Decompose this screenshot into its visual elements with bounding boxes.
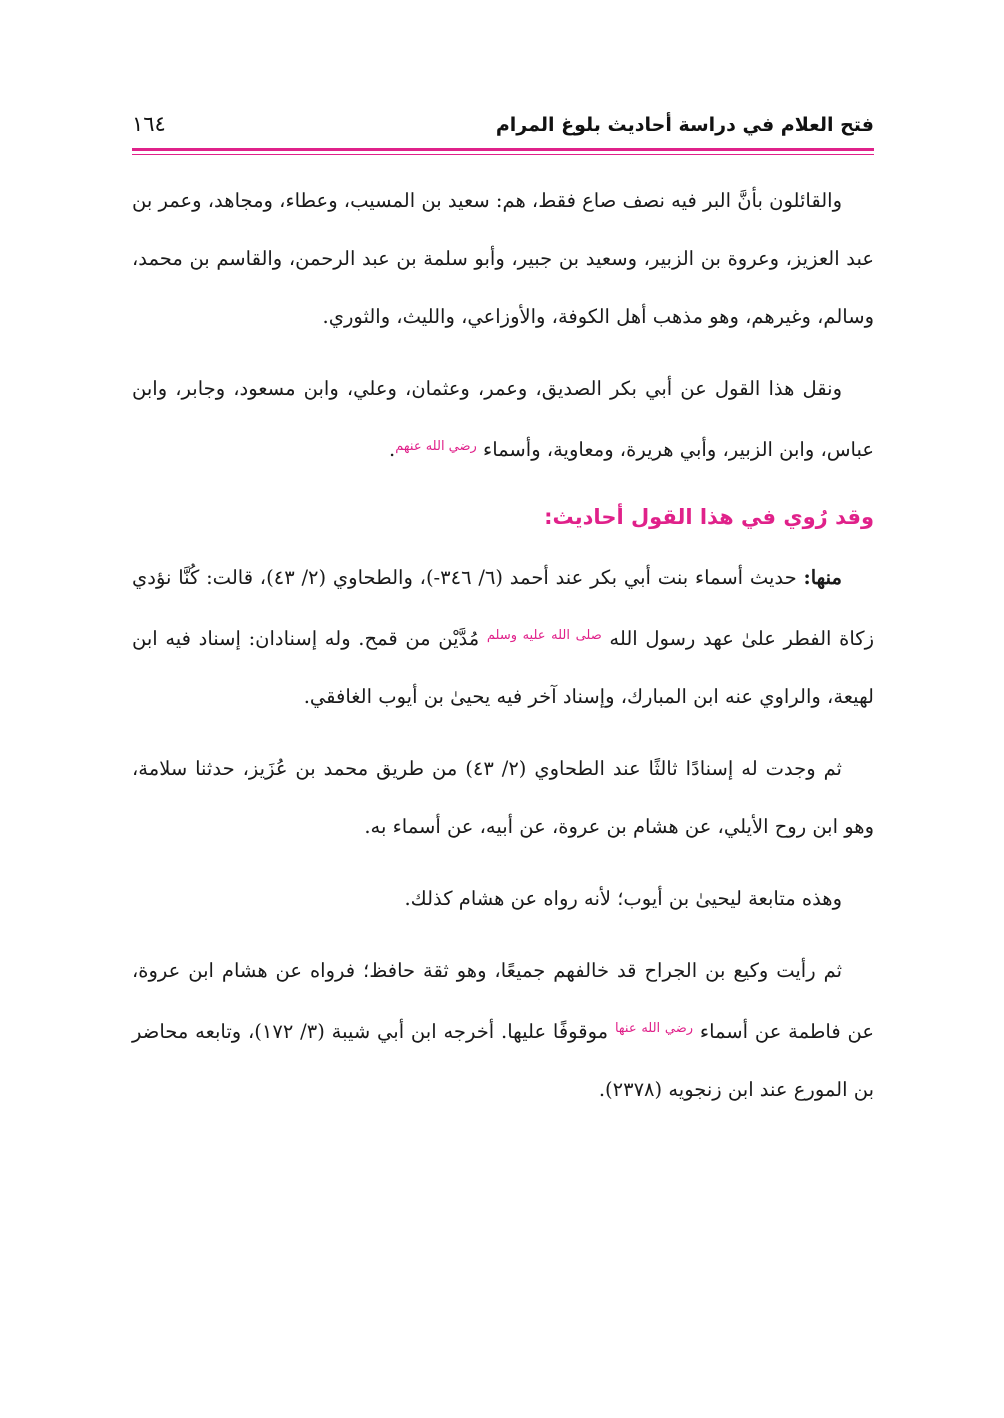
- book-title: فتح العلام في دراسة أحاديث بلوغ المرام: [495, 114, 874, 136]
- paragraph-3: [132, 549, 874, 726]
- honorific-salawat: صلى الله عليه وسلم: [486, 628, 602, 643]
- body-text: [132, 172, 874, 1119]
- honorific-radiallahu-anhum: رضي الله عنهم: [395, 439, 477, 454]
- header-rule-thin: [132, 154, 874, 155]
- section-heading: وقد رُوي في هذا القول أحاديث:: [544, 505, 874, 529]
- header-rule-thick: [132, 148, 874, 151]
- paragraph-3-text-a: حديث أسماء بنت أبي بكر عند أحمد (٦/ ٣٤٦-)، والطحاوي (٢/ ٤٣)، قالت: كُنَّا نؤدي زكاة الفطر علىٰ عهد رسول الله: [132, 566, 874, 650]
- paragraph-2: [132, 360, 874, 479]
- paragraph-6-text-a: ثم رأيت وكيع بن الجراح قد خالفهم جميعًا، وهو ثقة حافظ؛ فرواه عن هشام ابن عروة، عن فاطمة عن أسماء: [132, 959, 874, 1043]
- running-header: [132, 108, 874, 148]
- page-number: ١٦٤: [132, 112, 166, 136]
- paragraph-6-text-b: موقوفًا عليها. أخرجه ابن أبي شيبة (٣/ ١٧٢)، وتابعه محاضر بن المورع عند ابن زنجويه (٢٣٧٨).: [132, 1020, 874, 1101]
- paragraph-2-end: .: [389, 438, 396, 461]
- honorific-radiallahu-anha: رضي الله عنها: [614, 1021, 694, 1036]
- paragraph-6: [132, 942, 874, 1119]
- paragraph-2-text: ونقل هذا القول عن أبي بكر الصديق، وعمر، وعثمان، وعلي، وابن مسعود، وجابر، وابن عباس، وابن الزبير، وأبي هريرة، ومعاوية، وأسماء: [132, 377, 874, 461]
- paragraph-3-label: منها:: [803, 566, 842, 589]
- paragraph-4: ثم وجدت له إسنادًا ثالثًا عند الطحاوي (٢/ ٤٣) من طريق محمد بن عُزَيز، حدثنا سلامة، وهو ابن روح الأيلي، عن هشام بن عروة، عن أبيه، عن أسماء به.: [132, 757, 874, 838]
- paragraph-3-text-b: مُدَّيْن من قمح. وله إسنادان: إسناد فيه ابن لهيعة، والراوي عنه ابن المبارك، وإسناد آخر فيه يحيىٰ بن أيوب الغافقي.: [132, 627, 874, 708]
- paragraph-5: وهذه متابعة ليحيىٰ بن أيوب؛ لأنه رواه عن هشام كذلك.: [404, 887, 842, 910]
- paragraph-1: والقائلون بأنَّ البر فيه نصف صاع فقط، هم: سعيد بن المسيب، وعطاء، ومجاهد، وعمر بن عبد العزيز، وعروة بن الزبير، وسعيد بن جبير، وأبو سلمة بن عبد الرحمن، والقاسم بن محمد، وسالم، وغيرهم، وهو مذهب أهل الكوفة، والأوزاعي، والليث، والثوري.: [132, 189, 874, 328]
